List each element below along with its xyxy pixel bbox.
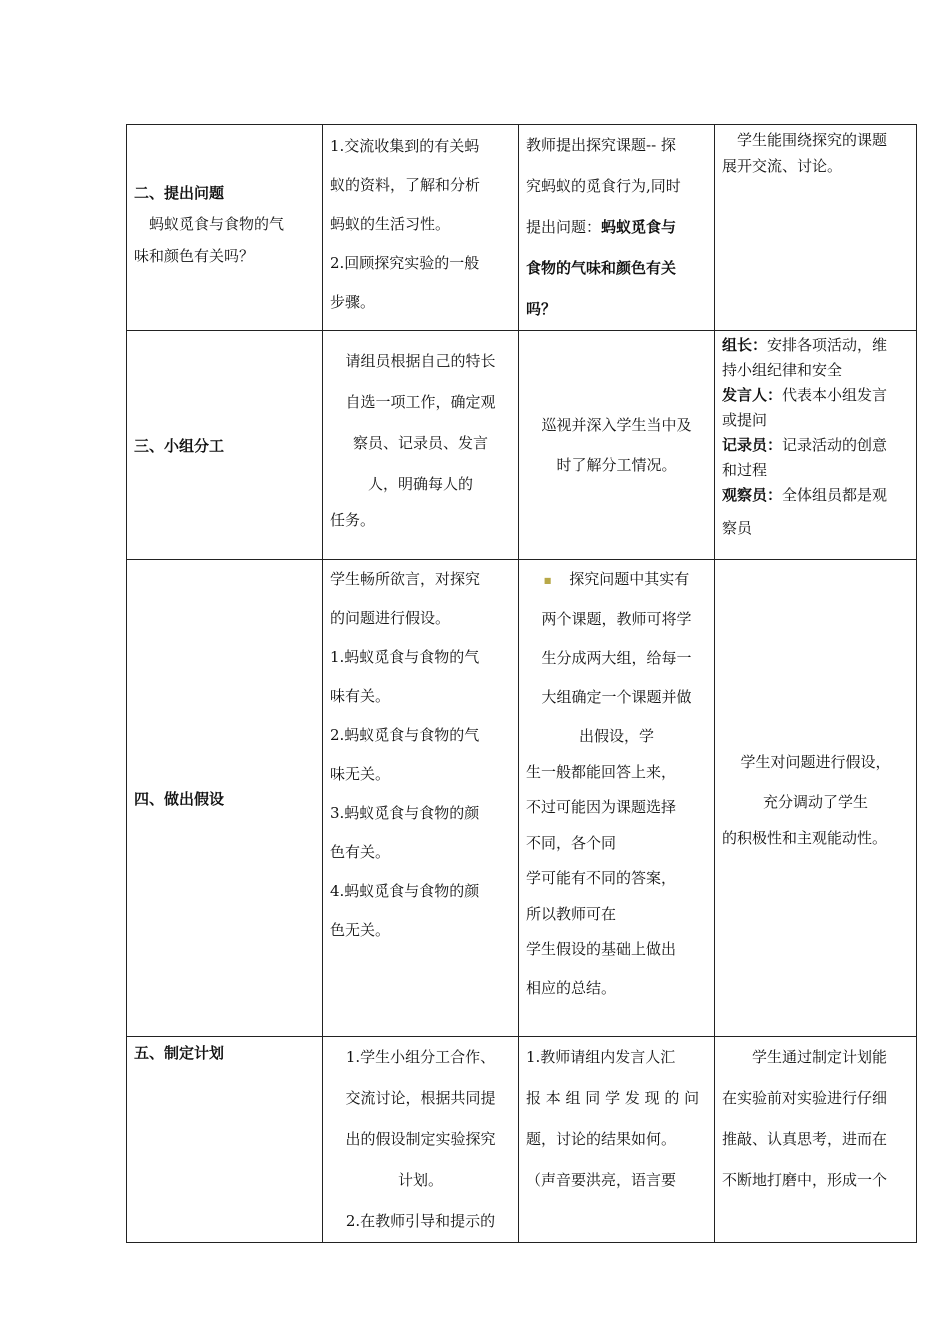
text-line: 学生通过制定计划能 bbox=[752, 1048, 888, 1066]
stage-subtitle: 味和颜色有关吗？ bbox=[134, 247, 255, 265]
text-line: 持小组纪律和安全 bbox=[722, 361, 843, 379]
text-line: 究蚂蚁的觅食行为,同时 bbox=[526, 177, 681, 195]
table-row bbox=[127, 1037, 917, 1243]
text-line: 所以教师可在 bbox=[526, 904, 617, 923]
text-line: 1.蚂蚁觅食与食物的气 bbox=[330, 648, 480, 666]
role-label: 发言人： bbox=[722, 386, 783, 404]
design-intent-cell bbox=[715, 331, 917, 560]
stage-cell bbox=[127, 125, 323, 331]
teacher-activity-cell bbox=[519, 1037, 715, 1243]
text-line: 生分成两大组，给每一 bbox=[541, 648, 692, 667]
text-line: 学生能围绕探究的课题 bbox=[737, 131, 888, 149]
stage-title: 二、提出问题 bbox=[134, 184, 225, 202]
stage-title: 三、小组分工 bbox=[134, 436, 225, 455]
table-row bbox=[127, 125, 917, 331]
text-line: 1.学生小组分工合作、 bbox=[345, 1048, 496, 1066]
student-activity-cell bbox=[323, 125, 519, 331]
text-line: 报 本 组 同 学 发 现 的 问 bbox=[526, 1089, 700, 1107]
text-line: 4.蚂蚁觅食与食物的颜 bbox=[330, 882, 480, 900]
text-line: 推敲、认真思考，进而在 bbox=[722, 1130, 888, 1148]
design-intent-cell bbox=[715, 125, 917, 331]
text-line: 2.在教师引导和提示的 bbox=[345, 1212, 496, 1230]
emphasis-text: 吗？ bbox=[526, 300, 557, 318]
text-line: 充分调动了学生 bbox=[762, 793, 868, 811]
stage-cell bbox=[127, 1037, 323, 1243]
text-line: 学可能有不同的答案， bbox=[526, 868, 677, 887]
stage-cell bbox=[127, 560, 323, 1037]
text-line: 时了解分工情况。 bbox=[556, 456, 677, 474]
text-line: 安排各项活动，维 bbox=[767, 336, 888, 354]
text-line: 自选一项工作，确定观 bbox=[345, 393, 496, 411]
teacher-activity-cell bbox=[519, 331, 715, 560]
text-line: 计划。 bbox=[397, 1171, 443, 1189]
text-line: 全体组员都是观 bbox=[782, 486, 888, 504]
text-line: 代表本小组发言 bbox=[782, 386, 888, 404]
text-line: 色有关。 bbox=[330, 843, 391, 861]
text-line: 2.回顾探究实验的一般 bbox=[330, 254, 480, 272]
text-line: 色无关。 bbox=[330, 921, 391, 939]
text-line: 3.蚂蚁觅食与食物的颜 bbox=[330, 804, 480, 822]
text-line: 生一般都能回答上来， bbox=[526, 762, 677, 781]
text-line: 察员 bbox=[722, 519, 753, 537]
bullet-icon: ■ bbox=[543, 575, 552, 585]
text-line: 2.蚂蚁觅食与食物的气 bbox=[330, 726, 480, 744]
text-line: 或提问 bbox=[722, 411, 768, 429]
student-activity-cell bbox=[323, 1037, 519, 1243]
student-activity-cell bbox=[323, 560, 519, 1037]
text-line: 步骤。 bbox=[330, 293, 376, 311]
text-line: 味有关。 bbox=[330, 687, 391, 705]
text-line: 不过可能因为课题选择 bbox=[526, 797, 677, 816]
text-line: 两个课题，教师可将学 bbox=[541, 609, 692, 628]
table-row bbox=[127, 560, 917, 1037]
text-line: 教师提出探究课题-- 探 bbox=[526, 136, 676, 154]
student-activity-cell bbox=[323, 331, 519, 560]
role-label: 组长： bbox=[722, 336, 768, 354]
text-line: 不同，各个同 bbox=[526, 833, 617, 852]
text-line: 题，讨论的结果如何。 bbox=[526, 1130, 677, 1148]
text-line: 的积极性和主观能动性。 bbox=[722, 829, 888, 847]
stage-subtitle: 蚂蚁觅食与食物的气 bbox=[149, 215, 285, 233]
role-label: 记录员： bbox=[722, 436, 783, 454]
text-line: 相应的总结。 bbox=[526, 978, 617, 997]
lesson-plan-table bbox=[126, 124, 917, 1243]
text-line: 察员、记录员、发言 bbox=[352, 434, 488, 452]
text-line: 任务。 bbox=[330, 511, 376, 529]
stage-cell bbox=[127, 331, 323, 560]
text-line: （声音要洪亮，语言要 bbox=[526, 1171, 677, 1189]
text-line: 展开交流、讨论。 bbox=[722, 157, 843, 175]
table-row bbox=[127, 331, 917, 560]
text-line: 的问题进行假设。 bbox=[330, 609, 451, 627]
emphasis-text: 蚂蚁觅食与 bbox=[601, 218, 677, 236]
text-line: 学生畅所欲言，对探究 bbox=[330, 570, 481, 588]
text-line: 探究问题中其实有 bbox=[569, 570, 690, 588]
text-line: 1.教师请组内发言人汇 bbox=[526, 1048, 676, 1066]
text-line: 在实验前对实验进行仔细 bbox=[722, 1089, 888, 1107]
text-line: 蚁的资料，了解和分析 bbox=[330, 176, 481, 194]
text-line: 大组确定一个课题并做 bbox=[541, 687, 692, 706]
design-intent-cell bbox=[715, 560, 917, 1037]
text-line: 和过程 bbox=[722, 461, 768, 479]
text-line: 请组员根据自己的特长 bbox=[345, 352, 496, 370]
text-line: 人，明确每人的 bbox=[367, 475, 473, 493]
design-intent-cell bbox=[715, 1037, 917, 1243]
role-label: 观察员： bbox=[722, 486, 783, 504]
text-line: 不断地打磨中，形成一个 bbox=[722, 1171, 888, 1189]
text-line: 1.交流收集到的有关蚂 bbox=[330, 137, 480, 155]
text-line: 蚂蚁的生活习性。 bbox=[330, 215, 451, 233]
stage-title: 四、做出假设 bbox=[134, 789, 225, 808]
stage-title: 五、制定计划 bbox=[134, 1044, 225, 1062]
text-line: 出的假设制定实验探究 bbox=[345, 1130, 496, 1148]
text-line: 交流讨论，根据共同提 bbox=[345, 1089, 496, 1107]
text-line: 巡视并深入学生当中及 bbox=[541, 416, 692, 434]
teacher-activity-cell bbox=[519, 560, 715, 1037]
text-line: 味无关。 bbox=[330, 765, 391, 783]
text-line: 出假设，学 bbox=[578, 726, 654, 745]
text-line: 学生假设的基础上做出 bbox=[526, 939, 677, 958]
text-line: 记录活动的创意 bbox=[782, 436, 888, 454]
teacher-activity-cell bbox=[519, 125, 715, 331]
text-line: 学生对问题进行假设， bbox=[740, 753, 891, 771]
emphasis-text: 食物的气味和颜色有关 bbox=[526, 259, 677, 277]
text-line: 提出问题： bbox=[526, 218, 602, 236]
